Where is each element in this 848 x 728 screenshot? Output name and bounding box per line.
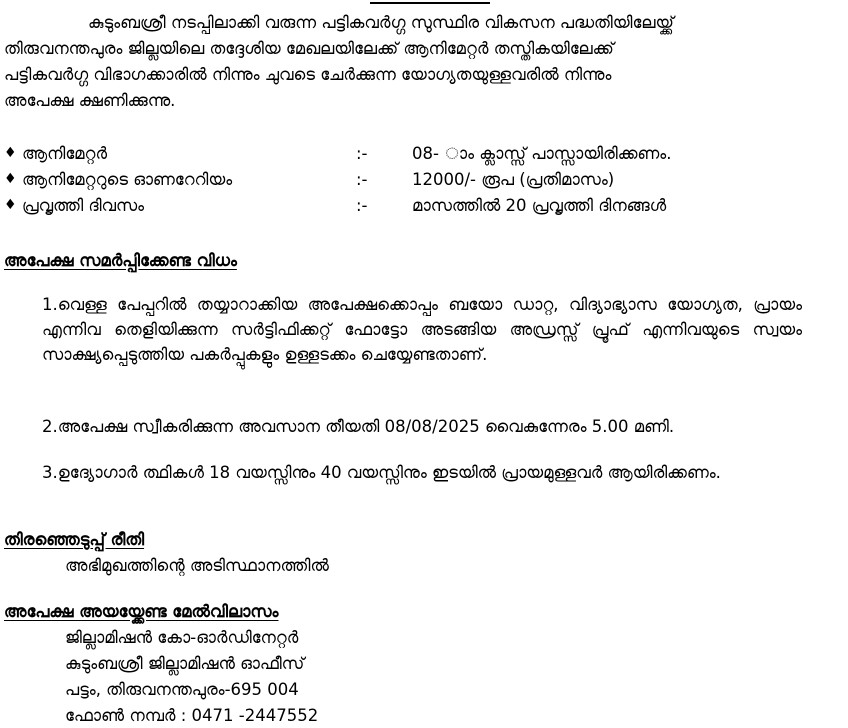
- selection-heading: തിരഞ്ഞെടുപ്പ് രീതി: [4, 530, 145, 549]
- intro-line-2: തിരുവനന്തപുരം ജില്ലയിലെ തദ്ദേശിയ മേഖലയിലേക്ക് ആനിമേറ്റർ തസ്തികയിലേക്ക്: [4, 39, 614, 58]
- submission-item-2: 2.അപേക്ഷ സ്വീകരിക്കുന്ന അവസാന തീയതി 08/08/2025 വൈകുന്നേരം 5.00 മണി.: [42, 417, 675, 436]
- address-line-4: ഫോൺ നമ്പർ : 0471 -2447552: [65, 706, 319, 725]
- top-heading-underline-fragment: [370, 0, 490, 4]
- detail-separator: :-: [356, 170, 368, 189]
- intro-line-1: കുടുംബശ്രീ നടപ്പിലാക്കി വരുന്ന പട്ടികവർഗ്ഗ സുസ്ഥിര വികസന പദ്ധതിയിലേയ്ക്ക്: [88, 13, 674, 32]
- diamond-bullet-icon: ♦: [4, 197, 17, 213]
- detail-label: പ്രവൃത്തി ദിവസം: [22, 196, 145, 215]
- detail-value: 08- ാം ക്ലാസ്സ് പാസ്സായിരിക്കണം.: [412, 144, 672, 163]
- detail-separator: :-: [356, 196, 368, 215]
- address-line-3: പട്ടം, തിരുവനന്തപുരം-695 004: [65, 680, 299, 699]
- submission-item-3: 3.ഉദ്യോഗാർ ത്ഥികൾ 18 വയസ്സിനും 40 വയസ്സിനും ഇടയിൽ പ്രായമുള്ളവർ ആയിരിക്കണം.: [42, 463, 721, 482]
- intro-line-3: പട്ടികവർഗ്ഗ വിഭാഗക്കാരിൽ നിന്നും ചുവടെ ചേർക്കുന്ന യോഗ്യതയുള്ളവരിൽ നിന്നും: [4, 65, 612, 84]
- detail-separator: :-: [356, 144, 368, 163]
- address-line-2: കുടുംബശ്രീ ജില്ലാമിഷൻ ഓഫീസ്: [65, 654, 305, 673]
- diamond-bullet-icon: ♦: [4, 171, 17, 187]
- detail-value: മാസത്തിൽ 20 പ്രവൃത്തി ദിനങ്ങൾ: [412, 196, 667, 215]
- diamond-bullet-icon: ♦: [4, 145, 17, 161]
- submission-item-1: 1.വെള്ള പേപ്പറിൽ തയ്യാറാക്കിയ അപേക്ഷക്കൊപ്പം ബയോ ഡാറ്റ, വിദ്യാഭ്യാസ യോഗ്യത, പ്രായം എന്നിവ തെളിയിക്കുന്ന സർട്ടിഫിക്കറ്റ് ഫോട്ടോ അടങ്ങിയ അഡ്രസ്സ് പ്രൂഫ് എന്നിവയുടെ സ്വയം സാക്ഷ്യപ്പെടുത്തിയ പകർപ്പുകളും ഉള്ളടക്കം ചെയ്യേണ്ടതാണ്.: [42, 295, 802, 364]
- selection-text: അഭിമുഖത്തിന്റെ അടിസ്ഥാനത്തിൽ: [65, 556, 329, 575]
- detail-value: 12000/- രൂപ (പ്രതിമാസം): [412, 170, 615, 189]
- detail-label: ആനിമേറ്റർ: [22, 144, 108, 163]
- intro-line-4: അപേക്ഷ ക്ഷണിക്കുന്നു.: [4, 91, 176, 110]
- address-line-1: ജില്ലാമിഷൻ കോ-ഓർഡിനേറ്റർ: [65, 628, 299, 647]
- submission-heading: അപേക്ഷ സമർപ്പിക്കേണ്ട വിധം: [4, 251, 237, 270]
- detail-label: ആനിമേറ്ററുടെ ഓണറേറിയം: [22, 170, 233, 189]
- address-heading: അപേക്ഷ അയയ്ക്കേണ്ട മേൽവിലാസം: [4, 602, 279, 621]
